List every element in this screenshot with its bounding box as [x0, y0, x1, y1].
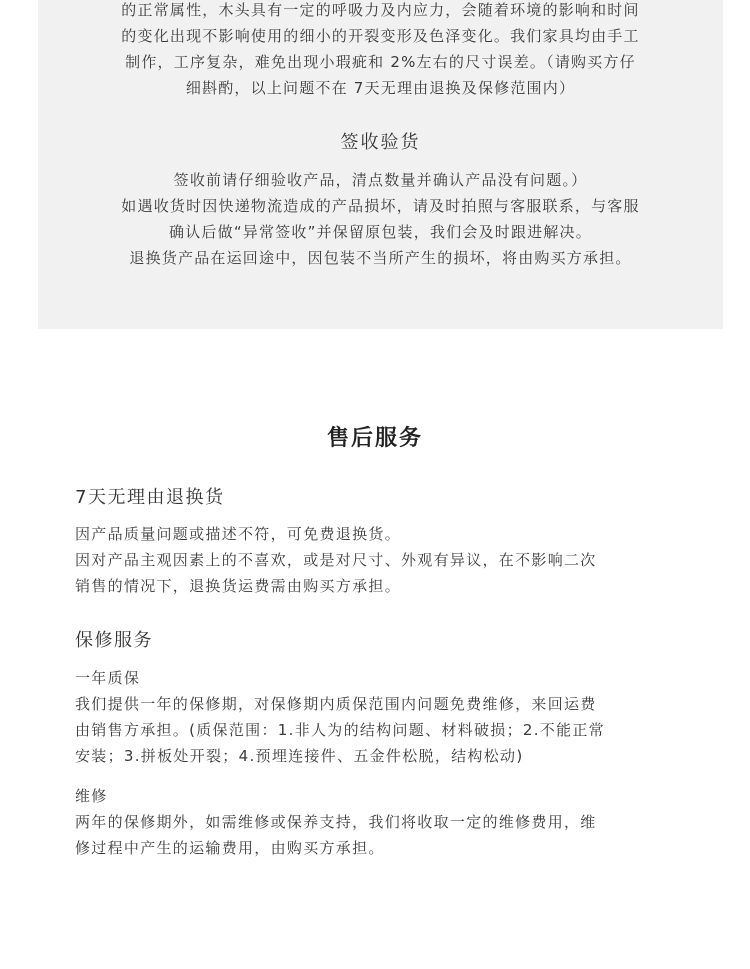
receipt-inspection-heading: 签收验货: [340, 132, 421, 153]
return-policy-line-2: 因对产品主观因素上的不喜欢，或是对尺寸、外观有异议，在不影响二次: [75, 551, 597, 569]
warranty-heading: 保修服务: [75, 630, 153, 651]
material-note-line-1: 的正常属性，木头具有一定的呼吸力及内应力，会随着环境的影响和时间: [121, 1, 640, 19]
receipt-note-line-3: 确认后做“异常签收”并保留原包装，我们会及时跟进解决。: [169, 223, 592, 241]
intro-panel: [38, 0, 723, 329]
material-note-line-2: 的变化出现不影响使用的细小的开裂变形及色泽变化。我们家具均由手工: [121, 27, 640, 45]
receipt-note-line-2: 如遇收货时因快递物流造成的产品损坏，请及时拍照与客服联系，与客服: [121, 197, 640, 215]
one-year-warranty-line-1: 我们提供一年的保修期，对保修期内质保范围内问题免费维修，来回运费: [75, 695, 597, 713]
return-policy-line-3: 销售的情况下，退换货运费需由购买方承担。: [75, 577, 402, 595]
one-year-warranty-line-2: 由销售方承担。(质保范围：1.非人为的结构问题、材料破损；2.不能正常: [75, 721, 605, 739]
material-note-line-3: 制作，工序复杂，难免出现小瑕疵和 2%左右的尺寸误差。（请购买方仔: [125, 53, 636, 71]
repair-label: 维修: [75, 787, 108, 805]
repair-line-1: 两年的保修期外，如需维修或保养支持，我们将收取一定的维修费用，维: [75, 813, 597, 831]
return-policy-line-1: 因产品质量问题或描述不符，可免费退换货。: [75, 525, 402, 543]
receipt-note-line-4: 退换货产品在运回途中，因包装不当所产生的损坏，将由购买方承担。: [129, 249, 632, 267]
material-note-line-4: 细斟酌，以上问题不在 7天无理由退换及保修范围内）: [185, 79, 576, 97]
receipt-note-line-1: 签收前请仔细验收产品，清点数量并确认产品没有问题。）: [173, 171, 588, 189]
one-year-warranty-line-3: 安装；3.拼板处开裂；4.预埋连接件、五金件松脱，结构松动): [75, 747, 524, 765]
after-sales-title: 售后服务: [326, 426, 423, 451]
repair-line-2: 修过程中产生的运输费用，由购买方承担。: [75, 839, 385, 857]
one-year-warranty-label: 一年质保: [75, 669, 141, 687]
return-policy-heading: 7天无理由退换货: [75, 487, 225, 508]
